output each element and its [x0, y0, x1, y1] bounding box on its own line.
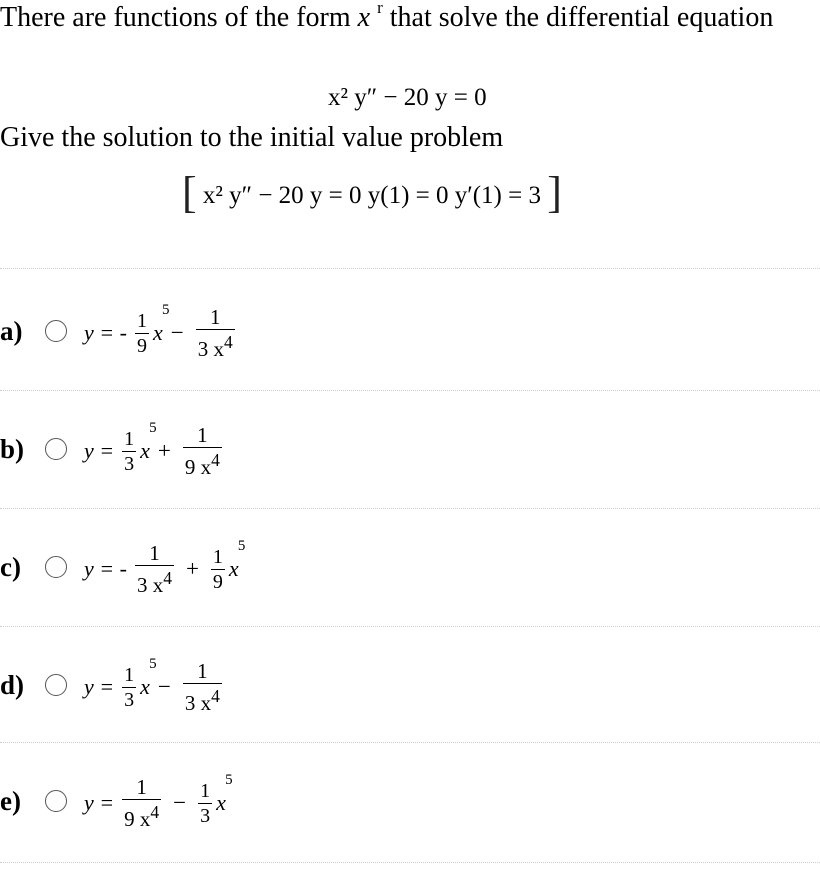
option-b[interactable] — [0, 398, 820, 508]
radio-button[interactable] — [45, 556, 67, 578]
right-bracket: ] — [547, 168, 562, 217]
fraction: $\frac{1}{9 x^4}$ — [124, 775, 160, 831]
power-term: x 5 — [228, 538, 246, 581]
option-label: c) — [0, 552, 21, 582]
power-term: x 5 — [140, 656, 157, 699]
divider — [0, 626, 820, 627]
expression-lead: y = - — [84, 320, 127, 345]
fraction: $\frac{1}{3 x^4}$ — [197, 305, 233, 361]
radio-button[interactable] — [45, 674, 67, 696]
option-expression — [84, 412, 226, 490]
option-d[interactable] — [0, 634, 820, 744]
option-expression — [84, 764, 233, 842]
radio-button[interactable] — [45, 320, 67, 342]
power-term: x 5 — [216, 772, 233, 815]
intro-text-before: There are functions of the form — [0, 2, 358, 33]
initial-value-problem — [182, 163, 562, 217]
intro-text-after: that solve the differential equation — [389, 2, 774, 33]
option-expression — [84, 294, 239, 372]
option-expression — [84, 648, 226, 726]
divider — [0, 508, 820, 509]
power-term: x 5 — [140, 420, 157, 463]
operator: − — [173, 790, 187, 815]
option-a[interactable] — [0, 280, 820, 390]
left-bracket: [ — [182, 168, 197, 217]
power-term: x 5 — [152, 302, 170, 345]
question-intro — [0, 2, 815, 37]
expression-lead: y = — [84, 438, 115, 463]
x-symbol: x — [357, 2, 371, 33]
differential-equation: x² y″ − 20 y = 0 — [328, 84, 487, 111]
option-label: e) — [0, 786, 21, 816]
option-label: d) — [0, 670, 25, 700]
operator: + — [185, 556, 199, 581]
option-e[interactable] — [0, 750, 820, 860]
divider — [0, 862, 820, 863]
fraction: $\frac{1}{3}$ — [200, 779, 211, 827]
fraction: $\frac{1}{9}$ — [136, 309, 147, 357]
fraction: $\frac{1}{3}$ — [124, 663, 135, 711]
divider — [0, 742, 820, 743]
expression-lead: y = — [84, 674, 115, 699]
operator: − — [157, 674, 171, 699]
option-expression — [84, 530, 246, 608]
fraction: $\frac{1}{9}$ — [212, 545, 223, 593]
fraction: $\frac{1}{9 x^4}$ — [184, 423, 220, 479]
ivp-equation: x² y″ − 20 y = 0 y(1) = 0 y′(1) = 3 — [202, 182, 541, 209]
expression-lead: y = - — [84, 556, 127, 581]
operator: + — [157, 438, 171, 463]
fraction: $\frac{1}{3}$ — [124, 427, 135, 475]
ivp-prompt: Give the solution to the initial value problem — [0, 122, 504, 153]
option-label: a) — [0, 316, 23, 346]
option-c[interactable] — [0, 516, 820, 626]
expression-lead: y = — [84, 790, 115, 815]
divider — [0, 268, 820, 269]
divider — [0, 390, 820, 391]
r-exponent: r — [377, 0, 383, 17]
fraction: $\frac{1}{3 x^4}$ — [184, 659, 220, 715]
radio-button[interactable] — [45, 438, 67, 460]
option-label: b) — [0, 434, 25, 464]
fraction: $\frac{1}{3 x^4}$ — [136, 541, 172, 597]
radio-button[interactable] — [45, 790, 67, 812]
operator: − — [170, 320, 184, 345]
